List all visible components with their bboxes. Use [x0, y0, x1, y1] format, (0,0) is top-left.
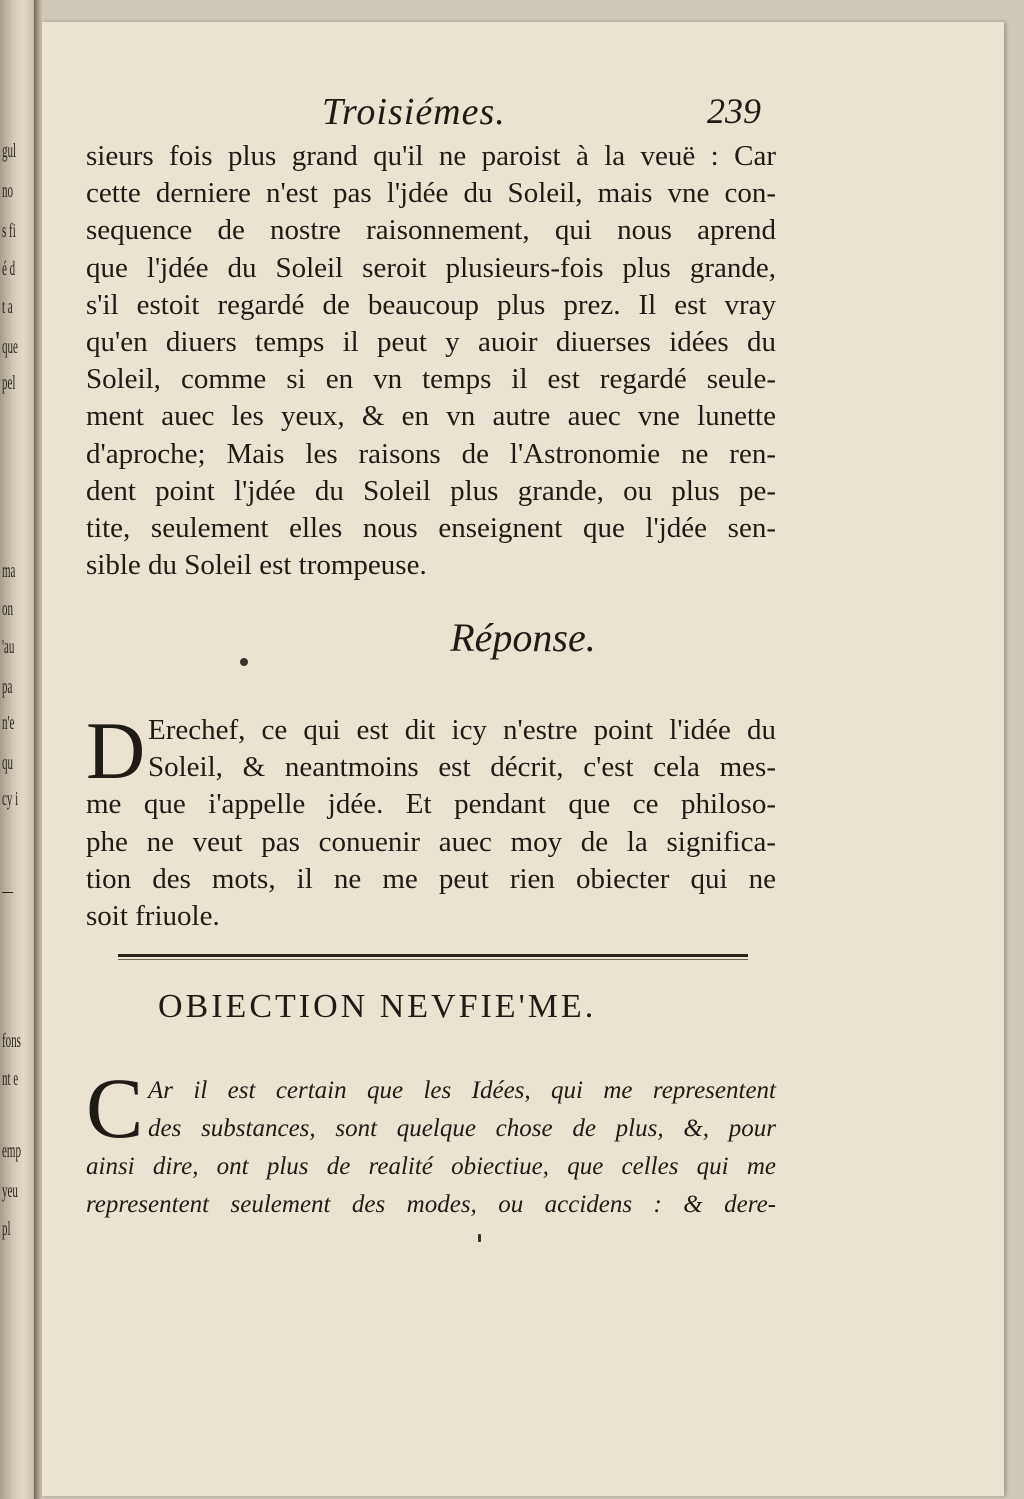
margin-fragment: pl: [2, 1218, 11, 1240]
text-line: Soleil, comme si en vn temps il est regardé seule-: [86, 363, 776, 396]
text-line: sequence de nostre raisonnement, qui nous aprend: [86, 214, 776, 247]
text-line: que l'jdée du Soleil seroit plusieurs-fois plus grande,: [86, 251, 776, 284]
text-line: cette derniere n'est pas l'jdée du Soleil, mais vne con-: [86, 177, 776, 210]
text-line: tite, seulement elles nous enseignent que l'jdée sen-: [86, 512, 776, 545]
text-line: me que i'appelle jdée. Et pendant que ce philoso-: [86, 788, 776, 821]
margin-fragment: t a: [2, 296, 13, 318]
objection-title: OBIECTION NEVFIE'ME.: [158, 988, 597, 1025]
margin-fragment: —: [2, 880, 13, 902]
text-line: ment auec les yeux, & en vn autre auec vne lunette: [86, 400, 776, 433]
text-line: qu'en diuers temps il peut y auoir diuerses idées du: [86, 326, 776, 359]
margin-fragment: 'au: [2, 636, 15, 658]
reply-heading: Réponse.: [450, 615, 596, 660]
margin-fragment: que: [2, 336, 18, 358]
margin-fragment: qu: [2, 752, 13, 774]
text-line: sible du Soleil est trompeuse.: [86, 549, 427, 582]
book-page: [42, 22, 1004, 1496]
page-header: [42, 90, 1004, 140]
running-head: Troisiémes.: [322, 91, 506, 133]
text-line: s'il estoit regardé de beaucoup plus prez. Il est vray: [86, 288, 776, 321]
text-line: des substances, sont quelque chose de plus, &, pour: [148, 1115, 776, 1142]
text-line: soit friuole.: [86, 900, 220, 933]
text-line: Soleil, & neantmoins est décrit, c'est cela mes-: [148, 751, 776, 784]
text-line: sieurs fois plus grand qu'il ne paroist à la veuë : Car: [86, 140, 776, 172]
margin-fragment: yeu: [2, 1180, 18, 1202]
text-line: dent point l'jdée du Soleil plus grande, ou plus pe-: [86, 474, 776, 507]
margin-fragment: pa: [2, 676, 13, 698]
margin-fragment: fons: [2, 1030, 21, 1052]
margin-fragment: s fi: [2, 220, 16, 242]
text-line: phe ne veut pas conuenir auec moy de la significa-: [86, 825, 776, 858]
text-line: tion des mots, il ne me peut rien obiecter qui ne: [86, 862, 776, 895]
drop-cap: C: [86, 1060, 144, 1156]
previous-page-edge: [0, 0, 34, 1499]
page-number: 239: [707, 91, 761, 131]
margin-fragment: pel: [2, 372, 16, 394]
ink-speck: [478, 1234, 481, 1242]
text-line: ainsi dire, ont plus de realité obiectiue, que celles qui me: [86, 1153, 776, 1180]
margin-fragment: ma: [2, 560, 16, 582]
margin-fragment: no: [2, 180, 13, 202]
margin-fragment: gul: [2, 140, 17, 162]
text-line: d'aproche; Mais les raisons de l'Astronomie ne ren-: [86, 437, 776, 470]
margin-fragment: é d: [2, 258, 16, 280]
drop-cap: D: [86, 705, 146, 796]
section-divider: [118, 954, 748, 957]
text-line: Erechef, ce qui est dit icy n'estre point l'idée du: [148, 714, 776, 746]
text-line: Ar il est certain que les Idées, qui me representent: [148, 1077, 776, 1104]
margin-fragment: n'e: [2, 712, 15, 734]
body-paragraph: [86, 138, 776, 584]
margin-fragment: cy i: [2, 788, 19, 810]
ink-speck: [240, 658, 248, 666]
margin-fragment: nt e: [2, 1068, 19, 1090]
text-line: representent seulement des modes, ou accidens : & dere-: [86, 1191, 776, 1218]
margin-fragment: on: [2, 598, 13, 620]
margin-fragment: emp: [2, 1140, 21, 1162]
